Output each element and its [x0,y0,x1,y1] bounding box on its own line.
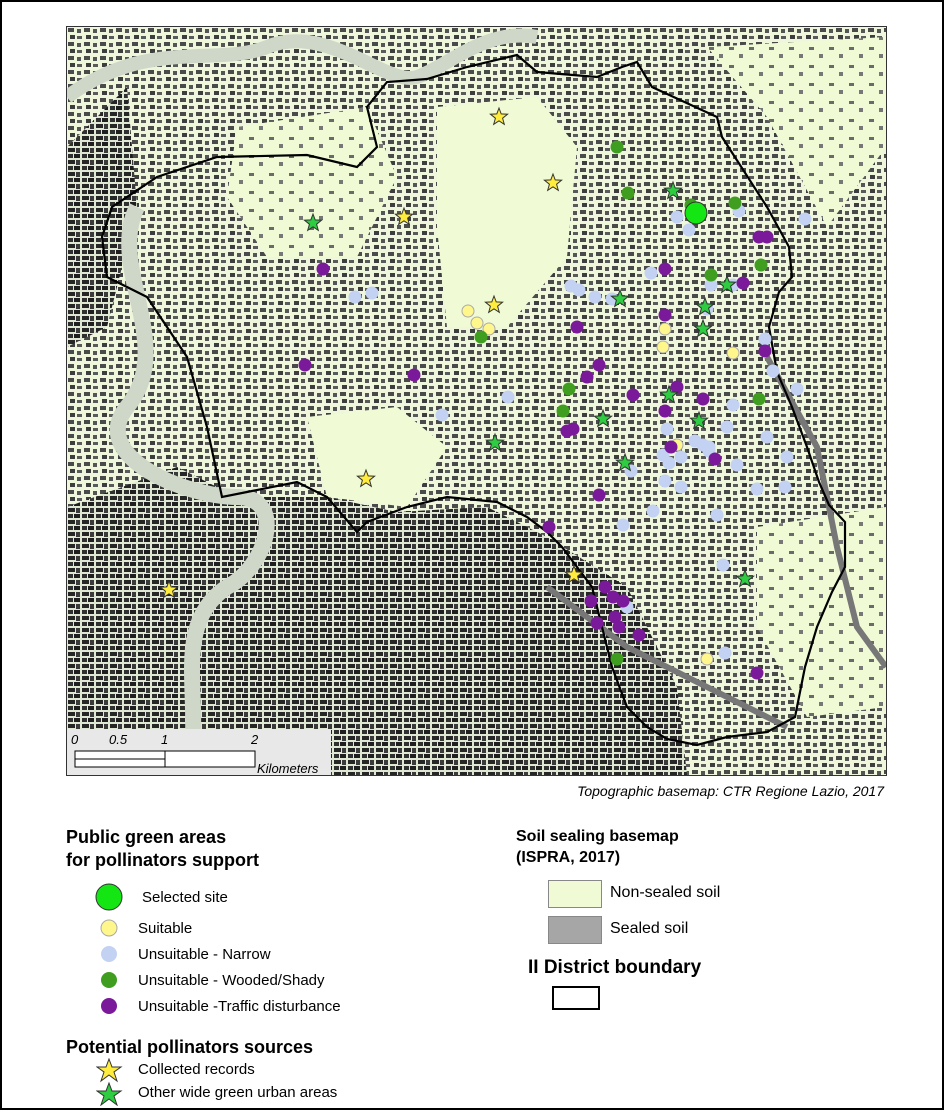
narrow-site-marker [727,399,740,412]
traffic-site-marker [317,263,330,276]
wooded-site-marker [563,383,576,396]
wooded-site-marker [611,141,624,154]
legend-sealed: Sealed soil [610,920,689,937]
narrow-site-marker [671,211,684,224]
traffic-site-marker [627,389,640,402]
narrow-site-marker [759,333,772,346]
wooded-site-marker [705,269,718,282]
legend-traffic: Unsuitable -Traffic disturbance [138,998,341,1015]
narrow-site-marker [683,224,696,237]
scale-unit: Kilometers [257,761,319,775]
scale-tick-1: 1 [161,732,169,747]
narrow-site-marker [791,383,804,396]
traffic-site-marker [613,621,626,634]
wooded-site-marker [622,187,635,200]
map-panel[interactable] [66,26,887,776]
traffic-site-marker [299,359,312,372]
narrow-site-marker [661,423,674,436]
wooded-site-marker [611,653,624,666]
legend-selected-site: Selected site [142,889,228,906]
legend-sources-title: Potential pollinators sources [66,1037,314,1057]
map-canvas [67,27,886,775]
narrow-site-marker [675,451,688,464]
scale-bar-segment-1 [75,751,165,759]
narrow-site-marker [659,475,672,488]
traffic-site-marker [567,423,580,436]
legend-non-sealed: Non-sealed soil [610,884,721,901]
legend-other-green: Other wide green urban areas [138,1084,338,1101]
narrow-swatch [101,946,117,962]
narrow-site-marker [719,647,732,660]
legend-swatches-stars [96,1058,126,1106]
wooded-swatch [101,972,117,988]
narrow-site-marker [663,457,676,470]
scale-bar-segment-2 [75,759,165,767]
boundary-swatch [552,986,600,1010]
legend-collected-records: Collected records [138,1061,255,1078]
narrow-site-marker [349,291,362,304]
suitable-site-marker [727,347,739,359]
legend-narrow: Unsuitable - Narrow [138,946,271,963]
narrow-site-marker [781,451,794,464]
non-sealed-swatch [548,880,602,908]
traffic-site-marker [633,629,646,642]
traffic-site-marker [659,309,672,322]
scale-bar-segment-3 [165,751,255,767]
selected-site-marker [685,202,707,224]
traffic-site-marker [737,277,750,290]
traffic-site-marker [591,617,604,630]
narrow-site-marker [645,267,658,280]
wooded-site-marker [557,405,570,418]
legend-boundary-title: II District boundary [528,957,702,978]
scale-tick-2: 2 [251,732,259,747]
suitable-site-marker [701,653,713,665]
suitable-site-marker [659,323,671,335]
traffic-site-marker [659,405,672,418]
sealed-swatch [548,916,602,944]
scale-tick-0: 0 [71,732,79,747]
traffic-site-marker [697,393,710,406]
narrow-site-marker [675,481,688,494]
traffic-site-marker [659,263,672,276]
legend-wooded: Unsuitable - Wooded/Shady [138,972,325,989]
traffic-swatch [101,998,117,1014]
narrow-site-marker [366,287,379,300]
wooded-site-marker [753,393,766,406]
legend-suitable: Suitable [138,920,193,937]
narrow-site-marker [589,291,602,304]
traffic-site-marker [593,359,606,372]
narrow-site-marker [436,409,449,422]
narrow-site-marker [502,391,515,404]
suitable-site-marker [471,317,483,329]
traffic-site-marker [585,595,598,608]
collected-star-swatch [97,1059,121,1081]
suitable-site-marker [657,341,669,353]
narrow-site-marker [761,431,774,444]
narrow-site-marker [721,421,734,434]
traffic-site-marker [751,667,764,680]
traffic-site-marker [709,453,722,466]
legend-swatches-green [92,880,132,1020]
wooded-site-marker [755,259,768,272]
legend-soil-title-line1: Soil sealing basemap [516,828,679,845]
traffic-site-marker [543,521,556,534]
legend-soil-title-line2: (ISPRA, 2017) [516,849,621,866]
narrow-site-marker [779,481,792,494]
legend-green-title-line1: Public green areas [66,827,227,847]
traffic-site-marker [617,595,630,608]
traffic-site-marker [593,489,606,502]
green-star-swatch [97,1083,121,1105]
suitable-site-marker [462,305,474,317]
suitable-swatch [101,920,117,936]
traffic-site-marker [408,369,421,382]
traffic-site-marker [571,321,584,334]
traffic-site-marker [761,231,774,244]
narrow-site-marker [617,519,630,532]
traffic-site-marker [581,371,594,384]
legend-green-areas-title [66,826,259,872]
wooded-site-marker [729,197,742,210]
traffic-site-marker [759,345,772,358]
narrow-site-marker [711,509,724,522]
narrow-site-marker [731,459,744,472]
narrow-site-marker [573,284,586,297]
narrow-site-marker [647,505,660,518]
wooded-site-marker [475,331,488,344]
basemap-credit: Topographic basemap: CTR Regione Lazio, 2017 [577,783,884,799]
narrow-site-marker [717,559,730,572]
scale-tick-0-5: 0.5 [109,732,128,747]
narrow-site-marker [751,483,764,496]
narrow-site-marker [767,365,780,378]
legend-green-title-line2: for pollinators support [66,850,259,870]
legend-soil-title [516,826,679,868]
selected-site-swatch [96,884,122,910]
traffic-site-marker [665,441,678,454]
narrow-site-marker [799,213,812,226]
